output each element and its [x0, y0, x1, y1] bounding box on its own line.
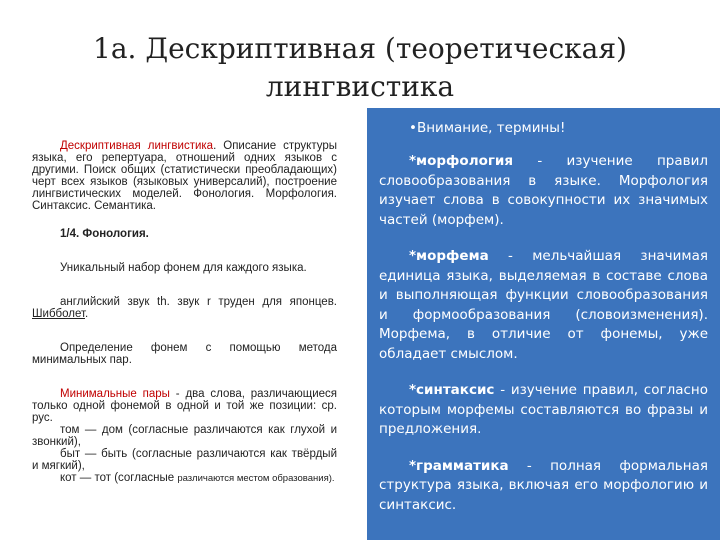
- shibboleth-paragraph: [32, 296, 337, 320]
- term-morpheme: [379, 247, 708, 364]
- phonology-heading: 1/4. Фонология.: [60, 228, 149, 240]
- terms-panel: [367, 108, 720, 540]
- term-name-morpheme: *морфема: [409, 248, 489, 264]
- attention-heading: •Внимание, термины!: [409, 120, 566, 136]
- title-line-1: 1a. Дескриптивная (теоретическая): [93, 32, 627, 65]
- description-paragraph: [32, 140, 337, 212]
- example-kot-tot-small-text: различаются местом образования).: [177, 473, 335, 484]
- left-text-block: [32, 140, 337, 485]
- minimal-pairs-term: Минимальные пары: [60, 388, 170, 400]
- minimal-pairs-method-paragraph: Определение фонем с помощью метода минимальных пар.: [32, 342, 337, 366]
- slide-title: [0, 30, 720, 106]
- term-text-morphology: - изучение правил словообразования в языке. Морфология изучает слова в совокупности их значимых частей (морфем).: [379, 153, 708, 228]
- term-grammar: [379, 457, 708, 516]
- descriptive-linguistics-term: Дескриптивная лингвистика: [60, 140, 214, 152]
- term-name-syntax: *синтаксис: [409, 382, 495, 398]
- term-text-morpheme: - мельчайшая значимая единица языка, выделяемая в составе слова и выполняющая функции словообразования и формообразования (словоизменения). Морфема, в отличие от фонемы, уже обладает смыслом.: [379, 248, 708, 362]
- example-kot-tot-text: кот — тот (согласные: [60, 472, 178, 484]
- example-tom-dom: том — дом (согласные различаются как глухой и звонкий),: [32, 424, 337, 448]
- shibboleth-period: .: [85, 308, 89, 320]
- term-text-syntax: - изучение правил, согласно которым морфемы составляются во фразы и предложения.: [379, 382, 708, 437]
- minimal-pairs-paragraph: [32, 388, 337, 424]
- term-name-grammar: *грамматика: [409, 457, 509, 474]
- phoneme-set-paragraph: Уникальный набор фонем для каждого языка.: [60, 262, 307, 274]
- minimal-pairs-text: - два слова, различающиеся только одной фонемой в одной и той же позиции: ср. рус.: [32, 388, 338, 424]
- title-line-2: лингвистика: [265, 70, 455, 103]
- example-byt-byt: быт — быть (согласные различаются как твёрдый и мягкий),: [32, 448, 337, 472]
- example-kot-tot: [32, 472, 337, 485]
- term-morphology: [379, 152, 708, 230]
- description-text: . Описание структуры языка, его репертуара, отношений одних языков с другими. Поиск общих (статистически преобладающих) черт всех языков (языковых универсалий), построение лингвистических моделей. Фонология. Морфология. Синтаксис. Семантика.: [32, 140, 337, 212]
- term-text-grammar: - полная формальная структура языка, включая его морфологию и синтаксис.: [379, 457, 708, 513]
- th-sound-text: английский звук th. звук r труден для японцев.: [60, 296, 337, 308]
- shibboleth-link[interactable]: Шибболет: [32, 308, 85, 320]
- term-name-morphology: *морфология: [409, 153, 514, 169]
- term-syntax: [379, 381, 708, 440]
